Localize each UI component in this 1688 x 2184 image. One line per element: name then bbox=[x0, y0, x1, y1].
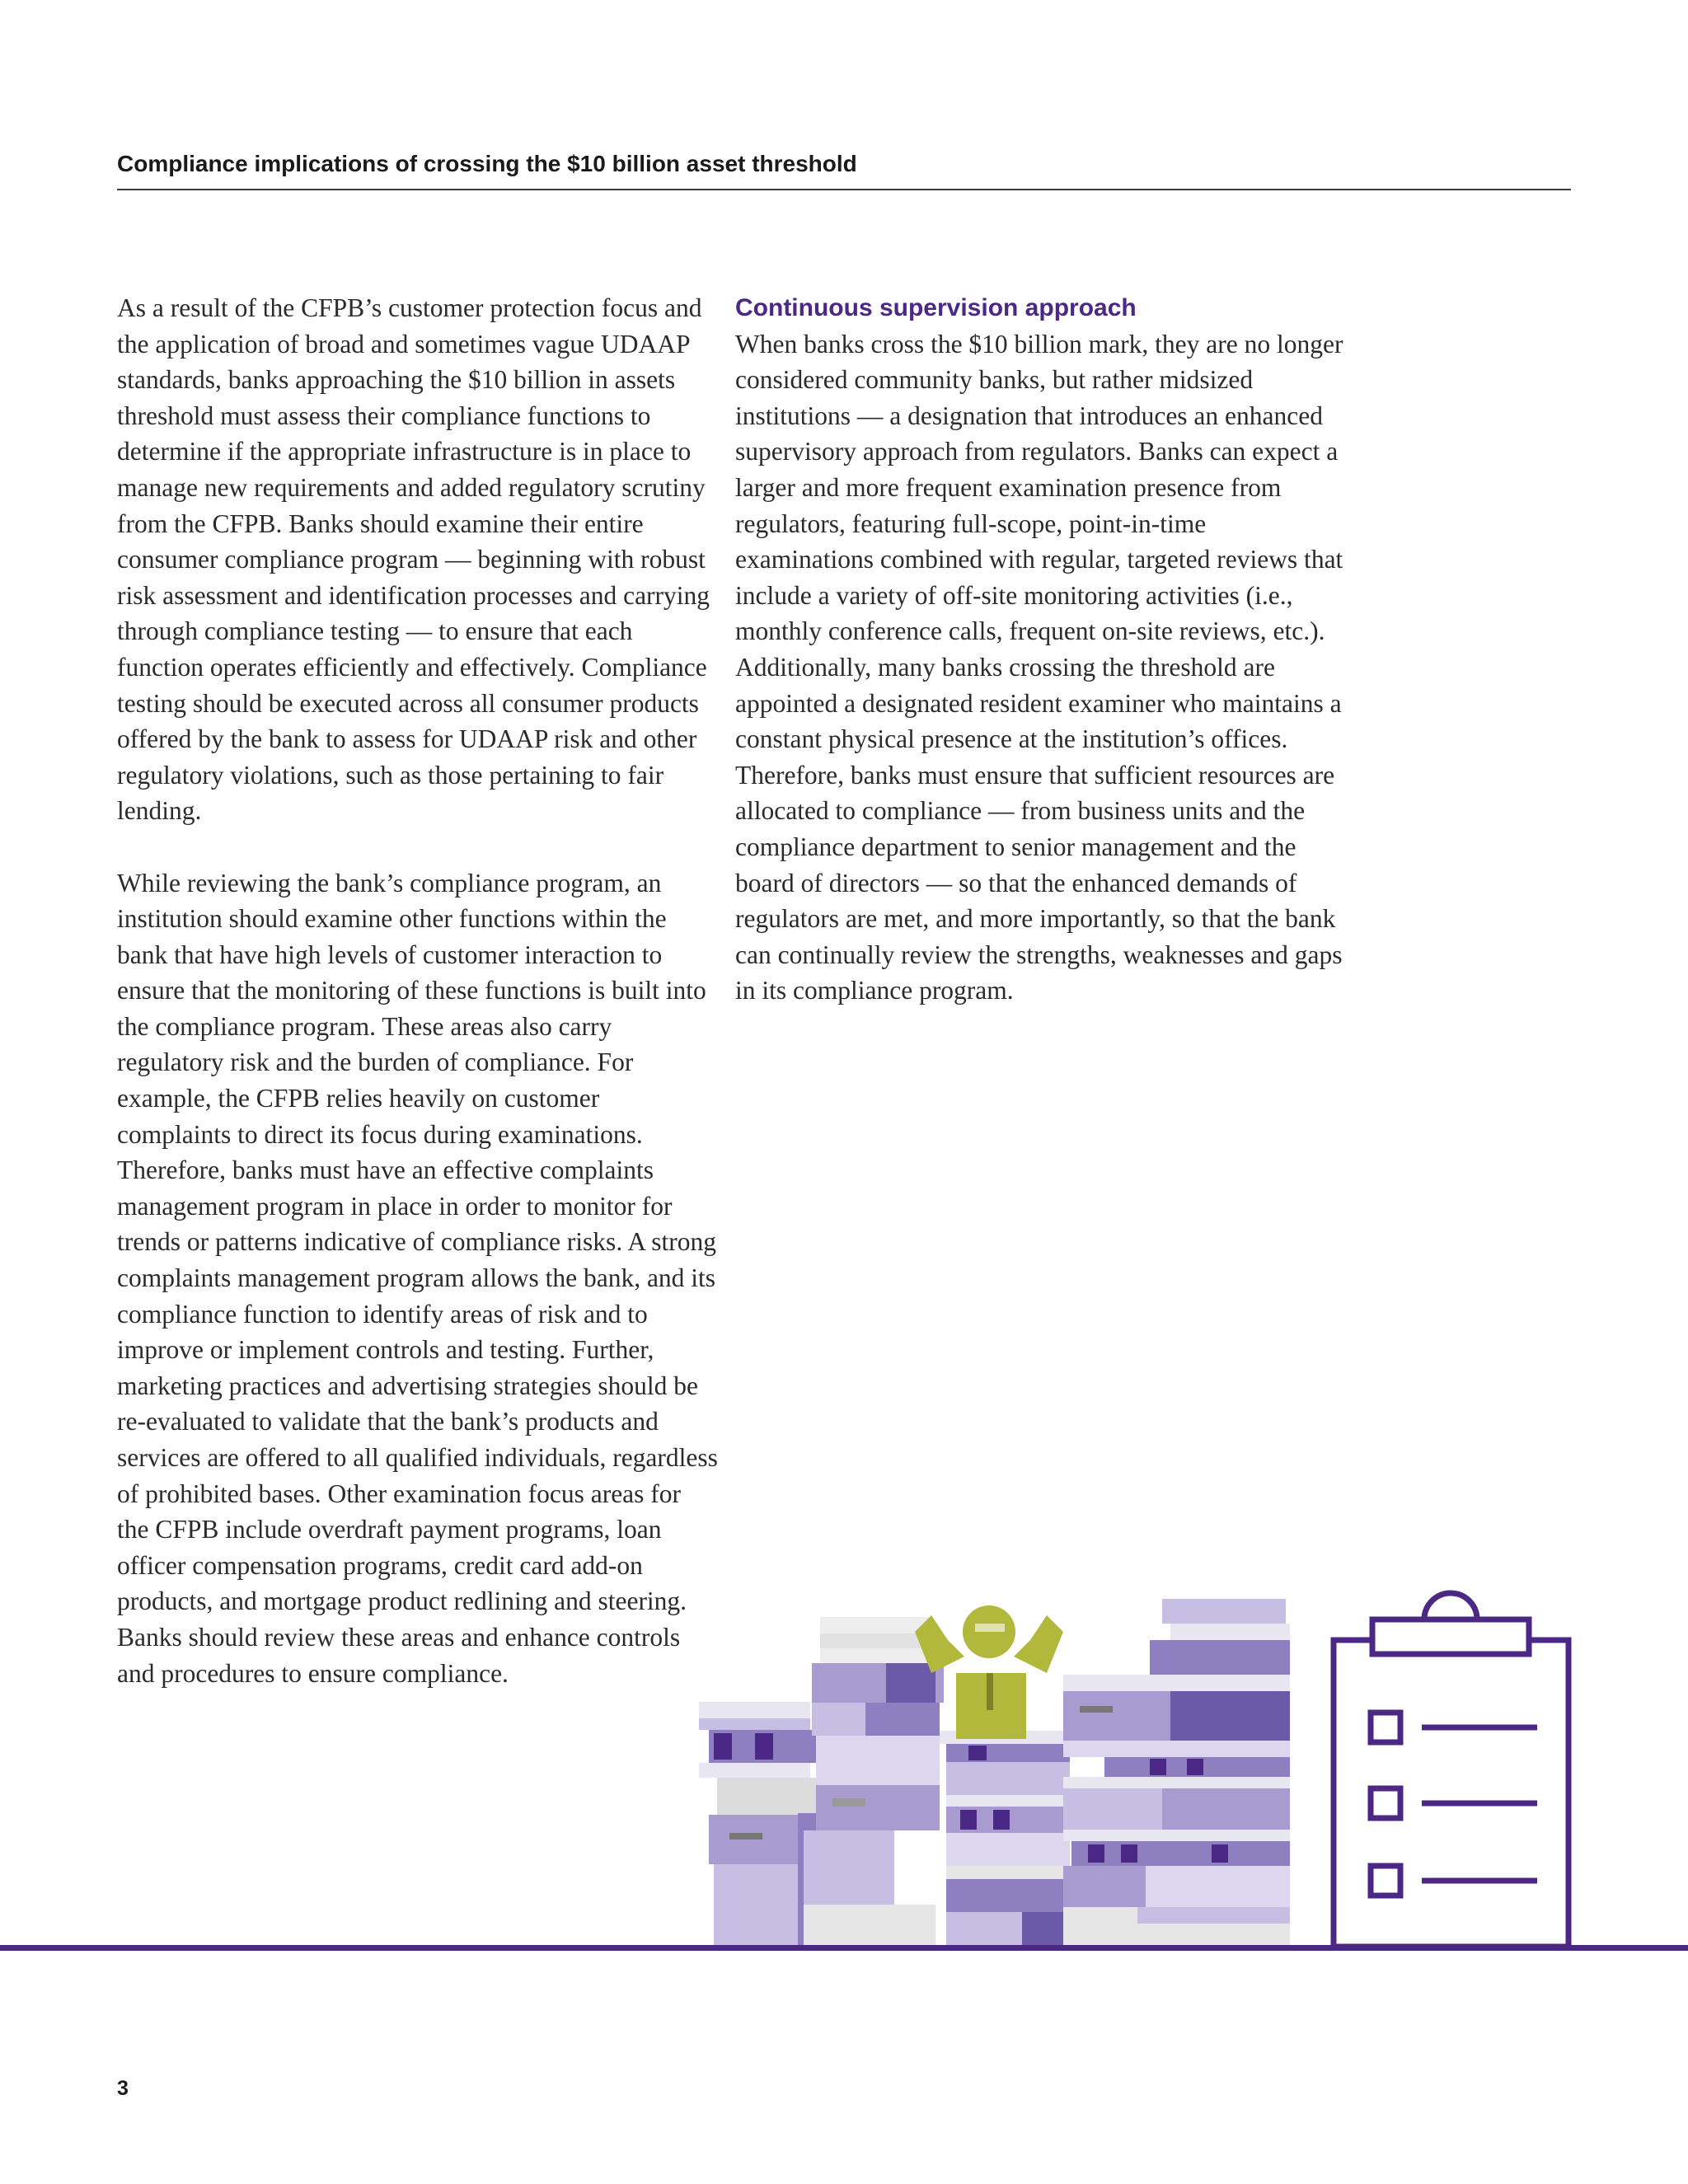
running-header bbox=[117, 151, 1571, 190]
body-paragraph: As a result of the CFPB’s customer protection focus and the application of broad and sometimes vague UDAAP standards, banks approaching the $10 billion in assets threshold must assess their compliance functions to determine if the appropriate infrastructure is in place to manage new requirements and added regulatory scrutiny from the CFPB. Banks should examine their entire consumer compliance program — beginning with robust risk assessment and identification processes and carrying through compliance testing — to ensure that each function operates efficiently and effectively. Compliance testing should be executed across all consumer products offered by the bank to assess for UDAAP risk and other regulatory violations, such as those pertaining to fair lending. bbox=[117, 293, 710, 826]
section-heading: Continuous supervision approach bbox=[735, 294, 1137, 321]
body-paragraph: When banks cross the $10 billion mark, they are no longer considered community banks, but rather midsized institutions — a designation that introduces an enhanced supervisory approach from regulators. Banks can expect a larger and more frequent examination presence from regulators, featuring full-scope, point-in-time examinations combined with regular, targeted reviews that include a variety of off-site monitoring activities (i.e., monthly conference calls, frequent on-site reviews, etc.). Additionally, many banks crossing the threshold are appointed a designated resident examiner who maintains a constant physical presence at the institution’s offices. Therefore, banks must ensure that sufficient resources are allocated to compliance — from business units and the compliance department to senior management and the board of directors — so that the enhanced demands of regulators are met, and more importantly, so that the bank can continually review the strengths, weaknesses and gaps in its compliance program. bbox=[735, 329, 1343, 1005]
left-column bbox=[117, 290, 719, 1691]
right-column bbox=[735, 290, 1345, 1009]
header-title: Compliance implications of crossing the $10 billion asset threshold bbox=[117, 151, 857, 176]
page-number: 3 bbox=[117, 2077, 129, 2100]
clipboard-checklist-icon bbox=[1334, 1593, 1568, 1947]
illustration bbox=[0, 1566, 1688, 1978]
body-paragraph: While reviewing the bank’s compliance program, an institution should examine other functions within the bank that have high levels of customer interaction to ensure that the monitoring of these functions is built into the compliance program. These areas also carry regulatory risk and the burden of compliance. For example, the CFPB relies heavily on customer complaints to direct its focus during examinations. Therefore, banks must have an effective complaints management program in place in order to monitor for trends or patterns indicative of compliance risks. A strong complaints management program allows the bank, and its compliance function to identify areas of risk and to improve or implement controls and testing. Further, marketing practices and advertising strategies should be re-evaluated to validate that the bank’s products and services are offered to all qualified individuals, regardless of prohibited bases. Other examination focus areas for the CFPB include overdraft payment programs, loan officer compensation programs, credit card add-on products, and mortgage product redlining and steering. Banks should review these areas and enhance controls and procedures to ensure compliance. bbox=[117, 868, 718, 1688]
